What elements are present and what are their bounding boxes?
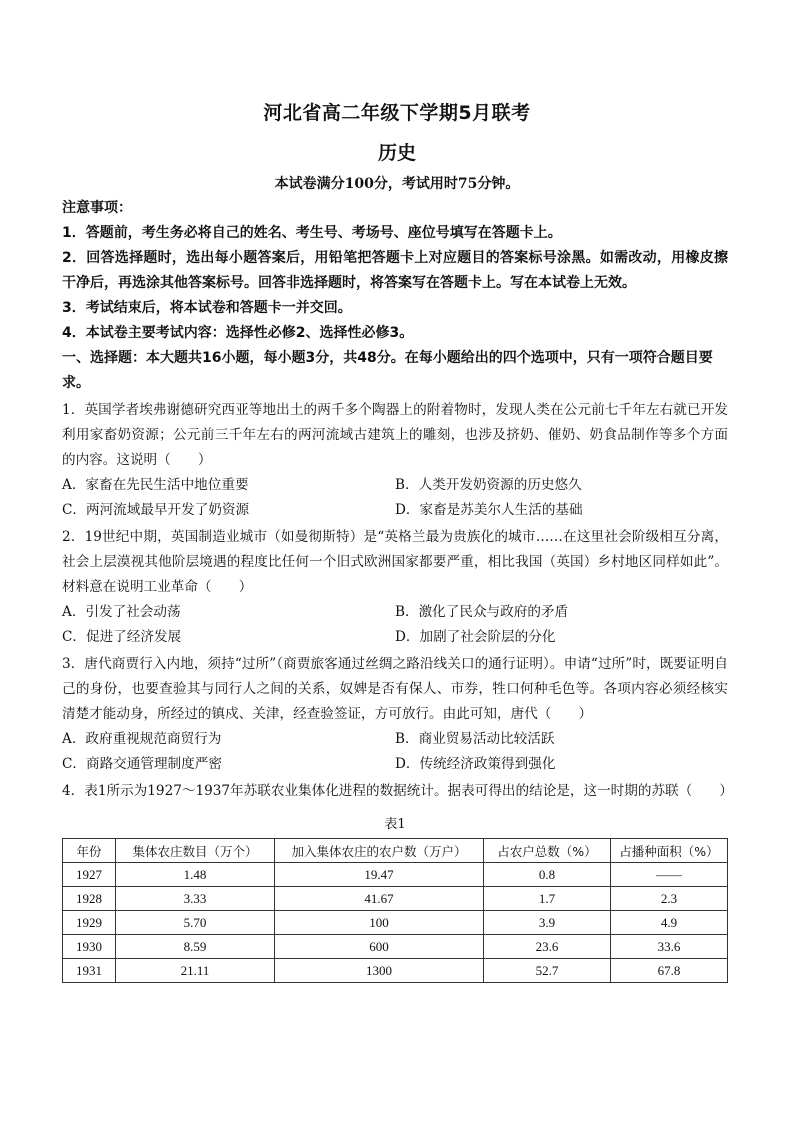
option-b: B．激化了民众与政府的矛盾 xyxy=(395,604,569,620)
question-2-stem: 2．19世纪中期，英国制造业城市（如曼彻斯特）是“英格兰最为贵族化的城市……在这里社会阶级相互分离，社会上层漠视其他阶层境遇的程度比任何一个旧式欧洲国家都要严重，相比我国（英国）乡村地区同样如此”。材料意在说明工业革命（ ） xyxy=(62,529,728,595)
table-cell: 1.48 xyxy=(116,863,275,887)
table-cell: 1931 xyxy=(63,959,116,983)
option-a: A．引发了社会动荡 xyxy=(62,604,181,620)
option-c: C．两河流域最早开发了奶资源 xyxy=(62,502,250,518)
question-4-stem: 4．表1所示为1927～1937年苏联农业集体化进程的数据统计。据表可得出的结论是，这一时期的苏联（ ） xyxy=(62,783,734,799)
table-cell: 3.9 xyxy=(484,911,611,935)
option-b: B．人类开发奶资源的历史悠久 xyxy=(395,477,582,493)
table-cell: 100 xyxy=(275,911,484,935)
question-1-stem: 1．英国学者埃弗谢德研究西亚等地出土的两千多个陶器上的附着物时，发现人类在公元前七千年左右就已开发利用家畜奶资源；公元前三千年左右的两河流域古建筑上的雕刻，也涉及挤奶、催奶、奶食品制作等多个方面的内容。这说明（ ） xyxy=(62,402,728,468)
table-cell: 67.8 xyxy=(611,959,728,983)
option-d: D．加剧了社会阶层的分化 xyxy=(395,629,556,645)
question-3-options xyxy=(62,727,728,777)
option-a: A．政府重视规范商贸行为 xyxy=(62,731,222,747)
table-cell: 23.6 xyxy=(484,935,611,959)
table-cell: 3.33 xyxy=(116,887,275,911)
table-row xyxy=(63,863,728,887)
notice-item: 4．本试卷主要考试内容：选择性必修2、选择性必修3。 xyxy=(62,325,414,341)
table-cell: 8.59 xyxy=(116,935,275,959)
table-cell: —— xyxy=(611,863,728,887)
option-c: C．商路交通管理制度严密 xyxy=(62,756,222,772)
exam-content xyxy=(62,196,734,983)
question-3-stem: 3．唐代商贾行入内地，须持“过所”（商贾旅客通过丝绸之路沿线关口的通行证明）。申请“过所”时，既要证明自己的身份，也要查验其与同行人之间的关系，奴婢是否有保人、市券，牲口何种毛色等。各项内容必须经核实清楚才能动身，所经过的镇戍、关津，经查验签证，方可放行。由此可知，唐代（ ） xyxy=(62,656,728,722)
table-cell: 19.47 xyxy=(275,863,484,887)
table-caption: 表1 xyxy=(384,817,406,832)
table-header-cell: 年份 xyxy=(63,839,116,863)
table-cell: 4.9 xyxy=(611,911,728,935)
table-cell: 21.11 xyxy=(116,959,275,983)
subject-title: 历史 xyxy=(377,142,416,164)
table-cell: 1300 xyxy=(275,959,484,983)
data-table xyxy=(62,838,728,983)
table-cell: 600 xyxy=(275,935,484,959)
table-cell: 33.6 xyxy=(611,935,728,959)
option-c: C．促进了经济发展 xyxy=(62,629,182,645)
table-cell: 0.8 xyxy=(484,863,611,887)
exam-title: 河北省高二年级下学期5月联考 xyxy=(263,102,531,124)
question-2-options xyxy=(62,600,728,650)
notice-heading: 注意事项： xyxy=(62,200,132,216)
table-header-cell: 占播种面积（%） xyxy=(611,839,728,863)
table-cell: 1927 xyxy=(63,863,116,887)
question-1-options xyxy=(62,473,728,523)
table-cell: 1928 xyxy=(63,887,116,911)
table-header-cell: 集体农庄数目（万个） xyxy=(116,839,275,863)
option-d: D．家畜是苏美尔人生活的基础 xyxy=(395,502,583,518)
option-b: B．商业贸易活动比较活跃 xyxy=(395,731,555,747)
table-cell: 5.70 xyxy=(116,911,275,935)
table-cell: 1930 xyxy=(63,935,116,959)
table-row xyxy=(63,911,728,935)
notice-item: 2．回答选择题时，选出每小题答案后，用铅笔把答题卡上对应题目的答案标号涂黑。如需改动，用橡皮擦干净后，再选涂其他答案标号。回答非选择题时，将答案写在答题卡上。写在本试卷上无效。 xyxy=(62,250,728,291)
option-a: A．家畜在先民生活中地位重要 xyxy=(62,477,249,493)
table-header-row xyxy=(63,839,728,863)
table-cell: 1929 xyxy=(63,911,116,935)
exam-meta: 本试卷满分100分，考试用时75分钟。 xyxy=(274,176,520,192)
notice-item: 3．考试结束后，将本试卷和答题卡一并交回。 xyxy=(62,300,352,316)
notice-item: 1．答题前，考生务必将自己的姓名、考生号、考场号、座位号填写在答题卡上。 xyxy=(62,225,562,241)
table-row xyxy=(63,935,728,959)
table-header-cell: 加入集体农庄的农户数（万户） xyxy=(275,839,484,863)
table-cell: 1.7 xyxy=(484,887,611,911)
option-d: D．传统经济政策得到强化 xyxy=(395,756,556,772)
table-row xyxy=(63,887,728,911)
table-cell: 41.67 xyxy=(275,887,484,911)
table-header-cell: 占农户总数（%） xyxy=(484,839,611,863)
table-row xyxy=(63,959,728,983)
section-heading: 一、选择题：本大题共16小题，每小题3分，共48分。在每小题给出的四个选项中，只有一项符合题目要求。 xyxy=(62,350,713,391)
table-cell: 52.7 xyxy=(484,959,611,983)
table-cell: 2.3 xyxy=(611,887,728,911)
